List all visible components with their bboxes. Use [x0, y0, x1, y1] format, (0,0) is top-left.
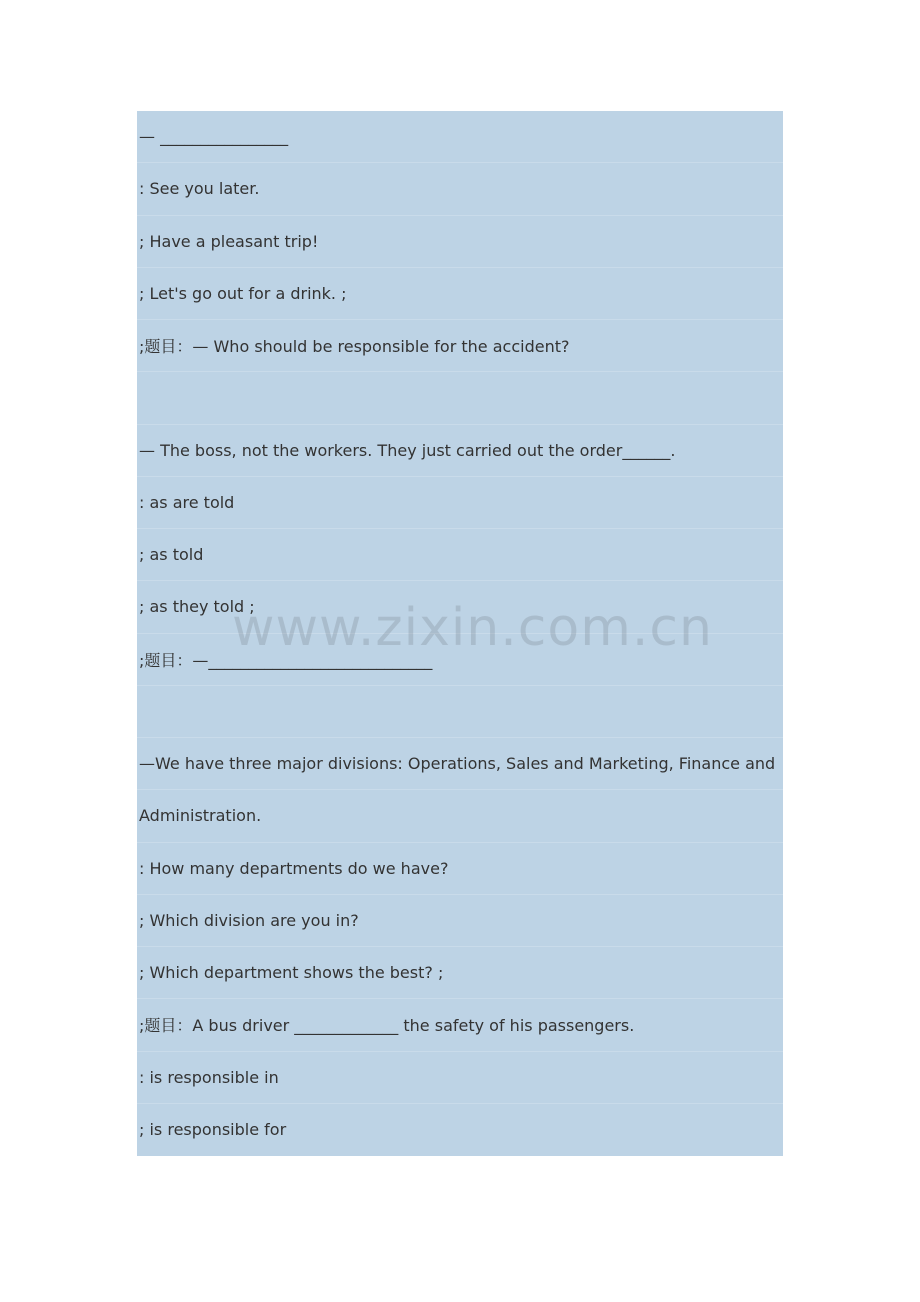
option-line: : See you later.: [137, 163, 783, 215]
blank-line: [137, 372, 783, 424]
option-line: ; as told: [137, 529, 783, 581]
question-line: ;题目：—____________________________: [137, 634, 783, 686]
option-line: ; is responsible for: [139, 1120, 287, 1140]
question-line: ;题目：— Who should be responsible for the accident?: [137, 320, 783, 372]
option-line: ; Have a pleasant trip!: [137, 216, 783, 268]
text-line: Administration.: [137, 790, 783, 842]
blank-line: [137, 686, 783, 738]
text-line: —We have three major divisions: Operations, Sales and Marketing, Finance and: [137, 738, 783, 790]
question-line: ;题目：A bus driver _____________ the safety of his passengers.: [137, 999, 783, 1051]
text-line: — ________________: [137, 111, 783, 163]
option-line: ; Let's go out for a drink. ;: [137, 268, 783, 320]
option-line: : as are told: [137, 477, 783, 529]
option-line: ; Which division are you in?: [137, 895, 783, 947]
option-line: ; Which department shows the best? ;: [137, 947, 783, 999]
option-line: : is responsible in: [137, 1052, 783, 1104]
option-line: : How many departments do we have?: [137, 843, 783, 895]
text-line: — The boss, not the workers. They just carried out the order______.: [137, 425, 783, 477]
watermark: www.zixin.com.cn: [232, 598, 713, 658]
option-line: ; as they told ;: [137, 581, 783, 633]
document-text-block: [137, 111, 783, 1156]
